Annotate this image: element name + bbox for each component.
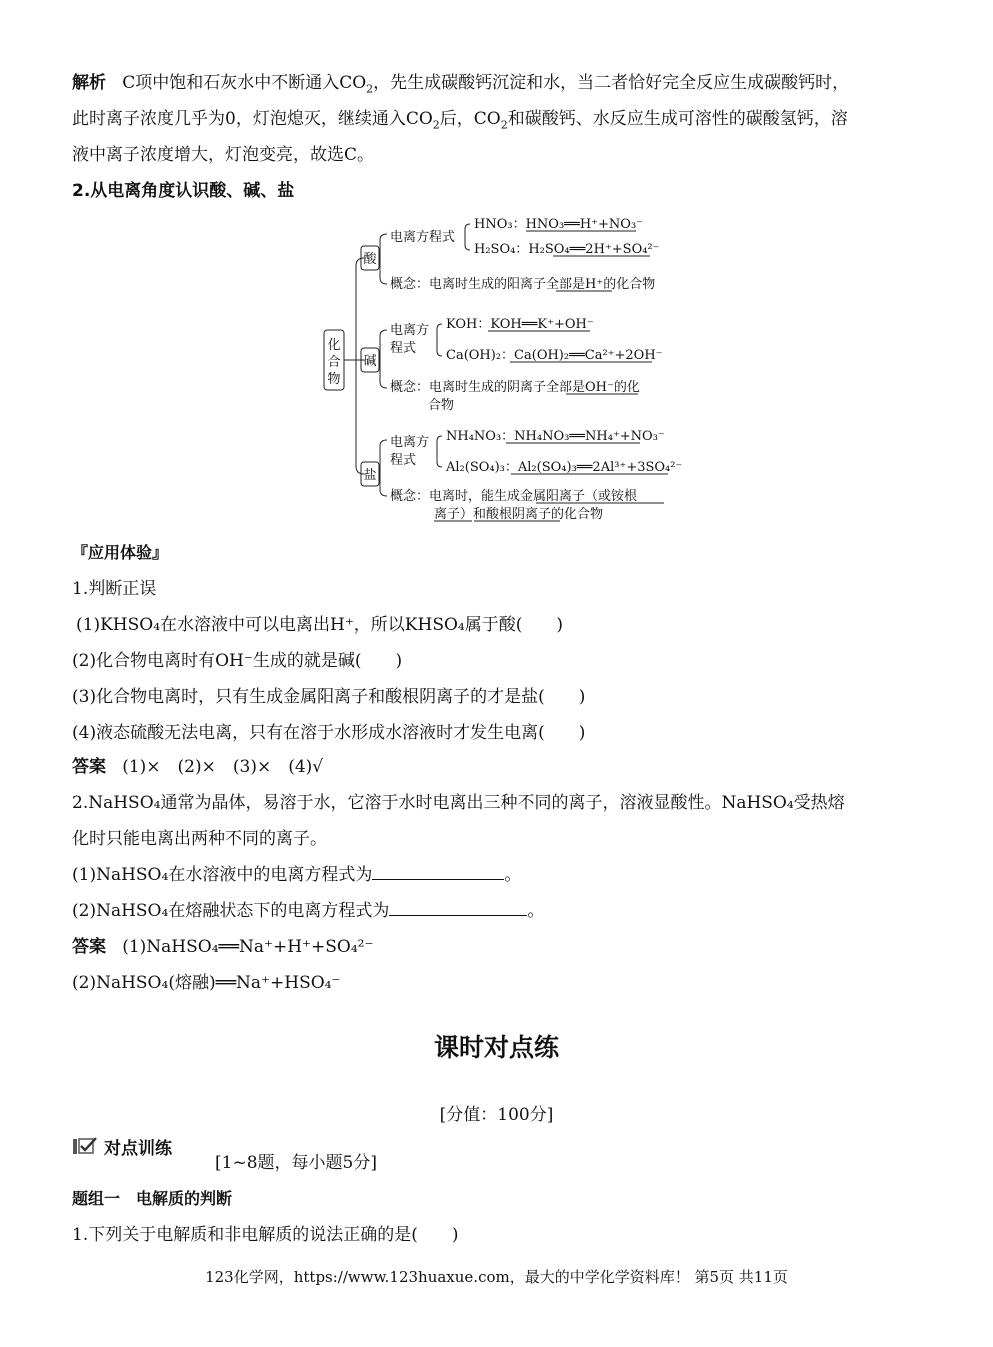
training-label: 对点训练 xyxy=(104,1139,172,1159)
practice-q1-answer: (1)× (2)× (3)× (4)√ xyxy=(122,757,324,777)
lesson-score: [分值：100分] xyxy=(439,1105,554,1125)
page-footer: 123化学网，https://www.123huaxue.com，最大的中学化学资料库！ 第5页 共11页 xyxy=(205,1268,788,1286)
base-eq-2: Ca(OH)₂：Ca(OH)₂══Ca²⁺+2OH⁻ xyxy=(446,348,663,363)
salt-eq-label-2: 程式 xyxy=(390,453,417,468)
practice-q2-line-1: 2.NaHSO₄通常为晶体，易溶于水，它溶于水时电离出三种不同的离子，溶液显酸性。NaHSO₄受热熔 xyxy=(72,793,845,813)
diagram-root-char-2: 合 xyxy=(327,355,341,370)
answer-label-2: 答案 xyxy=(72,937,106,957)
period-1: 。 xyxy=(504,865,522,885)
diagram-salt-node: 盐 xyxy=(363,468,377,483)
answer-label: 答案 xyxy=(72,757,106,777)
diagram-base-node: 碱 xyxy=(363,354,377,369)
answer-blank-1[interactable] xyxy=(372,864,504,880)
classification-diagram xyxy=(0,0,993,540)
lesson-title: 课时对点练 xyxy=(433,1033,559,1062)
practice-q2-answer-line-1 xyxy=(72,936,373,958)
analysis-line-2: 此时离子浓度几乎为0，灯泡熄灭，继续通入$CO_2$后，$CO_2$和碳酸钙、水反应生成可溶性的碳酸氢钙，溶 xyxy=(72,109,848,132)
practice-q2-sub-2-text: (2)NaHSO₄在熔融状态下的电离方程式为 xyxy=(72,901,390,921)
analysis-text-1a: C项中饱和石灰水中不断通入CO xyxy=(122,73,367,93)
analysis-text-2c: 和碳酸钙、水反应生成可溶性的碳酸氢钙，溶 xyxy=(507,109,848,129)
practice-q1-item-2: (2)化合物电离时有OH⁻生成的就是碱( ) xyxy=(72,651,403,671)
base-eq-label-1: 电离方 xyxy=(390,323,430,338)
analysis-line-1: 解析 C项中饱和石灰水中不断通入$CO_2$，先生成碳酸钙沉淀和水，当二者恰好完全反应生成碳酸钙时， xyxy=(72,73,850,96)
analysis-text-2b: 后，CO xyxy=(439,109,501,129)
diagram-root-char-3: 物 xyxy=(327,372,341,387)
salt-concept-1: 概念：电离时，能生成金属阳离子（或铵根 xyxy=(390,489,638,504)
practice-q2-sub-1 xyxy=(72,864,521,886)
period-2: 。 xyxy=(527,901,545,921)
salt-eq-1: NH₄NO₃：NH₄NO₃══NH₄⁺+NO₃⁻ xyxy=(446,429,665,444)
practice-q2-line-2: 化时只能电离出两种不同的离子。 xyxy=(72,829,327,849)
group-1-title: 题组一 电解质的判断 xyxy=(72,1189,233,1208)
acid-eq-1: HNO₃：HNO₃══H⁺+NO₃⁻ xyxy=(474,217,644,232)
salt-eq-label-1: 电离方 xyxy=(390,435,430,450)
lesson-q1: 1.下列关于电解质和非电解质的说法正确的是( ) xyxy=(72,1225,459,1245)
practice-q1-item-4: (4)液态硫酸无法电离，只有在溶于水形成水溶液时才发生电离( ) xyxy=(72,723,586,743)
analysis-text-2a: 此时离子浓度几乎为0，灯泡熄灭，继续通入CO xyxy=(72,109,433,129)
practice-q1-answer-line xyxy=(72,756,323,778)
practice-q1-item-1: (1)KHSO₄在水溶液中可以电离出H⁺，所以KHSO₄属于酸( ) xyxy=(76,615,563,635)
training-range: [1~8题，每小题5分] xyxy=(215,1153,377,1173)
analysis-line-3: 液中离子浓度增大，灯泡变亮，故选C。 xyxy=(72,145,375,165)
practice-q2-answer-2: (2)NaHSO₄(熔融)══Na⁺+HSO₄⁻ xyxy=(72,973,341,993)
acid-eq-2: H₂SO₄：H₂SO₄══2H⁺+SO₄²⁻ xyxy=(474,242,660,257)
analysis-text-1b: ，先生成碳酸钙沉淀和水，当二者恰好完全反应生成碳酸钙时， xyxy=(373,73,850,93)
practice-q2-sub-1-text: (1)NaHSO₄在水溶液中的电离方程式为 xyxy=(72,865,373,885)
practice-q2-answer-1: (1)NaHSO₄══Na⁺+H⁺+SO₄²⁻ xyxy=(122,937,374,957)
acid-eq-label: 电离方程式 xyxy=(390,230,456,245)
answer-blank-2[interactable] xyxy=(389,900,527,916)
base-concept-2: 合物 xyxy=(428,398,455,413)
practice-header: 『应用体验』 xyxy=(72,543,169,562)
practice-q1-title: 1.判断正误 xyxy=(72,579,157,599)
salt-concept-2: 离子）和酸根阴离子的化合物 xyxy=(434,507,604,522)
salt-eq-2: Al₂(SO₄)₃：Al₂(SO₄)₃══2Al³⁺+3SO₄²⁻ xyxy=(446,460,683,475)
section-2-title: 2.从电离角度认识酸、碱、盐 xyxy=(72,181,295,201)
acid-concept: 概念：电离时生成的阳离子全部是H⁺的化合物 xyxy=(390,277,656,292)
diagram-acid-node: 酸 xyxy=(363,252,377,267)
practice-q2-sub-2 xyxy=(72,900,544,922)
base-eq-label-2: 程式 xyxy=(390,341,417,356)
analysis-label: 解析 xyxy=(72,73,106,93)
base-concept-1: 概念：电离时生成的阴离子全部是OH⁻的化 xyxy=(390,380,640,395)
base-eq-1: KOH：KOH══K⁺+OH⁻ xyxy=(446,317,594,332)
practice-q1-item-3: (3)化合物电离时，只有生成金属阳离子和酸根阴离子的才是盐( ) xyxy=(72,687,586,707)
diagram-root-char-1: 化 xyxy=(327,338,341,353)
checkmark-icon xyxy=(72,1136,98,1156)
